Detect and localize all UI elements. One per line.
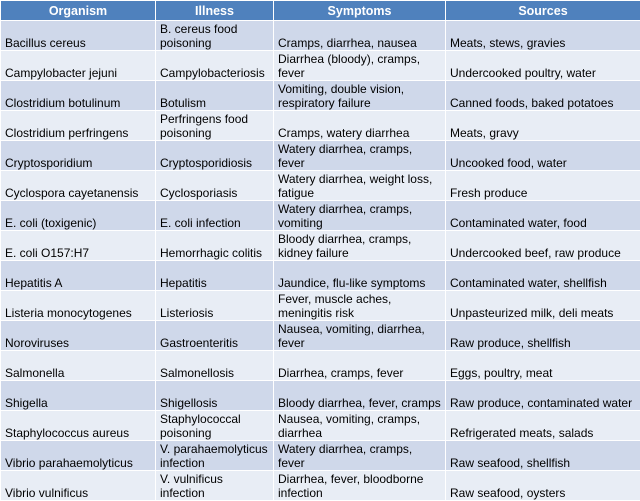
symptoms-cell: Diarrhea, cramps, fever (274, 351, 446, 381)
sources-cell: Canned foods, baked potatoes (446, 81, 640, 111)
header-row (1, 1, 640, 21)
table-row (1, 51, 640, 81)
organism-cell: Listeria monocytogenes (1, 291, 156, 321)
illness-cell: Hemorrhagic colitis (156, 231, 274, 261)
symptoms-cell: Watery diarrhea, cramps, vomiting (274, 201, 446, 231)
sources-cell: Undercooked poultry, water (446, 51, 640, 81)
sources-cell: Contaminated water, food (446, 201, 640, 231)
table-row (1, 321, 640, 351)
illness-cell: E. coli infection (156, 201, 274, 231)
illness-cell: Shigellosis (156, 381, 274, 411)
table-row (1, 111, 640, 141)
organism-cell: Clostridium perfringens (1, 111, 156, 141)
illness-cell: Perfringens food poisoning (156, 111, 274, 141)
table-row (1, 171, 640, 201)
organism-cell: Vibrio vulnificus (1, 471, 156, 501)
header-illness: Illness (156, 1, 274, 21)
illness-cell: Staphylococcal poisoning (156, 411, 274, 441)
sources-cell: Eggs, poultry, meat (446, 351, 640, 381)
organism-cell: Noroviruses (1, 321, 156, 351)
table-row (1, 231, 640, 261)
illness-cell: Cyclosporiasis (156, 171, 274, 201)
table-row (1, 21, 640, 51)
table-row (1, 141, 640, 171)
sources-cell: Contaminated water, shellfish (446, 261, 640, 291)
table-row (1, 381, 640, 411)
organism-cell: Campylobacter jejuni (1, 51, 156, 81)
organism-cell: Clostridium botulinum (1, 81, 156, 111)
illness-cell: Hepatitis (156, 261, 274, 291)
organism-cell: Cyclospora cayetanensis (1, 171, 156, 201)
organism-cell: Vibrio parahaemolyticus (1, 441, 156, 471)
organism-cell: Salmonella (1, 351, 156, 381)
symptoms-cell: Diarrhea, fever, bloodborne infection (274, 471, 446, 501)
illness-cell: Salmonellosis (156, 351, 274, 381)
table-row (1, 411, 640, 441)
organism-cell: Hepatitis A (1, 261, 156, 291)
sources-cell: Meats, gravy (446, 111, 640, 141)
symptoms-cell: Vomiting, double vision, respiratory failure (274, 81, 446, 111)
symptoms-cell: Bloody diarrhea, fever, cramps (274, 381, 446, 411)
symptoms-cell: Cramps, diarrhea, nausea (274, 21, 446, 51)
organism-cell: E. coli O157:H7 (1, 231, 156, 261)
sources-cell: Meats, stews, gravies (446, 21, 640, 51)
table-header (1, 1, 640, 21)
sources-cell: Undercooked beef, raw produce (446, 231, 640, 261)
sources-cell: Uncooked food, water (446, 141, 640, 171)
illness-cell: V. parahaemolyticus infection (156, 441, 274, 471)
sources-cell: Unpasteurized milk, deli meats (446, 291, 640, 321)
organism-cell: Bacillus cereus (1, 21, 156, 51)
symptoms-cell: Cramps, watery diarrhea (274, 111, 446, 141)
symptoms-cell: Watery diarrhea, cramps, fever (274, 141, 446, 171)
organism-cell: Shigella (1, 381, 156, 411)
header-organism: Organism (1, 1, 156, 21)
illness-cell: Gastroenteritis (156, 321, 274, 351)
table-row (1, 441, 640, 471)
illness-cell: Listeriosis (156, 291, 274, 321)
sources-cell: Fresh produce (446, 171, 640, 201)
table-row (1, 471, 640, 501)
symptoms-cell: Jaundice, flu-like symptoms (274, 261, 446, 291)
organism-cell: Cryptosporidium (1, 141, 156, 171)
illness-cell: V. vulnificus infection (156, 471, 274, 501)
symptoms-cell: Watery diarrhea, weight loss, fatigue (274, 171, 446, 201)
symptoms-cell: Bloody diarrhea, cramps, kidney failure (274, 231, 446, 261)
symptoms-cell: Watery diarrhea, cramps, fever (274, 441, 446, 471)
table-row (1, 291, 640, 321)
sources-cell: Raw produce, shellfish (446, 321, 640, 351)
sources-cell: Raw seafood, shellfish (446, 441, 640, 471)
symptoms-cell: Diarrhea (bloody), cramps, fever (274, 51, 446, 81)
symptoms-cell: Nausea, vomiting, diarrhea, fever (274, 321, 446, 351)
header-sources: Sources (446, 1, 640, 21)
illness-cell: Campylobacteriosis (156, 51, 274, 81)
table-body (1, 21, 640, 501)
table-row (1, 201, 640, 231)
sources-cell: Raw produce, contaminated water (446, 381, 640, 411)
organism-cell: Staphylococcus aureus (1, 411, 156, 441)
organism-cell: E. coli (toxigenic) (1, 201, 156, 231)
header-symptoms: Symptoms (274, 1, 446, 21)
illness-cell: Botulism (156, 81, 274, 111)
illness-cell: B. cereus food poisoning (156, 21, 274, 51)
sources-cell: Raw seafood, oysters (446, 471, 640, 501)
symptoms-cell: Nausea, vomiting, cramps, diarrhea (274, 411, 446, 441)
illness-cell: Cryptosporidiosis (156, 141, 274, 171)
sources-cell: Refrigerated meats, salads (446, 411, 640, 441)
table-row (1, 81, 640, 111)
table-row (1, 351, 640, 381)
table-row (1, 261, 640, 291)
symptoms-cell: Fever, muscle aches, meningitis risk (274, 291, 446, 321)
